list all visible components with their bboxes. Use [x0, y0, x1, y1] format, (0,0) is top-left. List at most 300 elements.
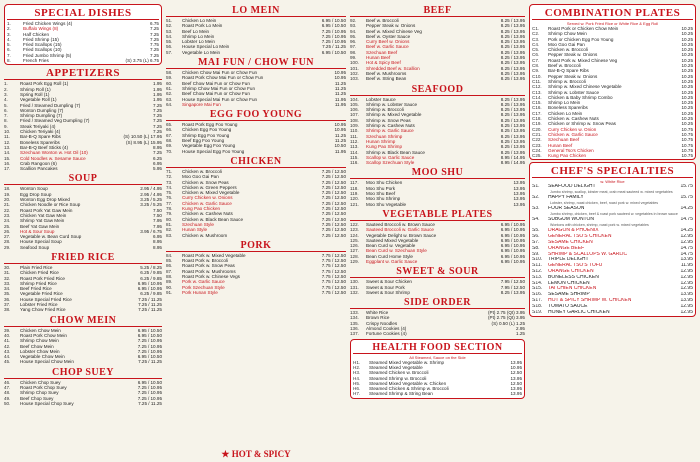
item-number: 72. — [166, 174, 173, 180]
item-name: Hunan Style — [182, 227, 208, 233]
item-name: Boneless Spareribs — [548, 105, 588, 111]
item-price: 3.25 / 5.25 — [140, 197, 162, 203]
item-number: 36. — [4, 296, 11, 302]
item-price: 12.95 — [680, 280, 693, 286]
item-price: 11.25 — [334, 85, 346, 91]
item-number: 37. — [4, 302, 11, 308]
item-price: 10.75 — [681, 153, 693, 159]
item-price: 6.25 / 9.85 — [140, 275, 162, 281]
special-dishes-title: SPECIAL DISHES — [7, 7, 159, 20]
item-name: Shrimp w. Snow Peas — [366, 117, 411, 123]
item-name: Eggplant w. Garlic Sauce — [366, 258, 418, 264]
item-name: Roast Pork w. Mixed Chinese Veg — [548, 57, 618, 63]
item-price: 7.25 — [153, 123, 162, 129]
item-price: 10.95 — [334, 75, 346, 81]
item-price: 2.95 / 4.95 — [140, 186, 162, 192]
item-price: 7.25 / 11.25 — [322, 44, 346, 50]
item-number: 12. — [4, 139, 11, 145]
item-number: S9. — [532, 251, 540, 257]
item-number: 137. — [350, 331, 359, 337]
item-number: 67. — [166, 132, 173, 138]
item-name: Vegetable w. Bean Curd Soup — [20, 234, 82, 240]
item-number: 10. — [4, 129, 11, 135]
item-price: 7.25 / 11.25 — [138, 400, 162, 406]
item-price: 7.25 — [150, 36, 159, 42]
item-price: 13.95 — [510, 359, 522, 365]
item-price: 6.95 / 10.50 — [321, 18, 346, 23]
item-number: 134. — [350, 315, 359, 321]
seafood-section — [350, 84, 525, 166]
item-price: 7.25 — [150, 52, 159, 58]
item-name: Roast Pork Chow Mai Fun or Chow Fun — [182, 75, 264, 81]
item-number: 83. — [166, 232, 173, 238]
soup-title: SOUP — [4, 173, 162, 185]
item-number: 69. — [166, 143, 173, 149]
sweet-sour-title: SWEET & SOUR — [350, 266, 525, 278]
item-price: 7.25 / 10.95 — [137, 343, 162, 349]
item-price: 7.25 / 11.25 — [138, 302, 162, 308]
item-name: Lobster Chow Mein — [20, 348, 60, 354]
chicken-list — [166, 169, 346, 238]
mai-fun-title: MAI FUN / CHOW FUN — [166, 57, 346, 69]
item-price: 8.25 / 13.95 — [500, 65, 525, 71]
item-number: H5. — [353, 380, 361, 386]
item-name: Steamed Shrimp w. Broccoli — [369, 375, 427, 381]
item-number: 106. — [350, 107, 359, 113]
item-price: 7.25 / 10.95 — [137, 395, 162, 401]
special-dishes-list — [7, 21, 159, 63]
item-name: Bar-B-Q Spare Ribs — [20, 134, 61, 140]
item-price: 7.75 / 12.50 — [321, 284, 346, 290]
item-name: General Tso's Chicken — [548, 147, 594, 153]
item-name: Vegetable Chow Mein — [20, 354, 65, 360]
menu-item — [350, 76, 525, 81]
item-price: 8.25 / 13.95 — [500, 117, 525, 123]
item-price: 10.75 — [681, 126, 693, 132]
item-price: 12.95 — [680, 274, 693, 280]
item-name: Shrimp Chow Mein — [20, 338, 59, 344]
item-number: 85. — [166, 258, 173, 264]
menu-item — [4, 359, 162, 364]
item-number: 28. — [4, 239, 11, 245]
chicken-section — [166, 156, 346, 238]
item-number: 6. — [7, 47, 11, 53]
item-price: 10.75 — [681, 142, 693, 148]
item-number: 22. — [4, 207, 11, 213]
item-price: 6.95 / 10.50 — [321, 49, 346, 55]
item-name: Chicken Yat Gaw Mein — [20, 212, 67, 218]
item-price: 10.25 — [681, 26, 693, 31]
chow-mein-title: CHOW MEIN — [4, 315, 162, 327]
item-number: 76. — [166, 195, 173, 201]
item-name: Half Chicken — [23, 31, 50, 37]
item-price: 10.25 — [681, 63, 693, 69]
item-name: Steamed Chicken w. Broccoli — [369, 370, 429, 376]
item-number: 100. — [350, 60, 359, 66]
item-number: H6. — [353, 386, 361, 392]
item-price: 10.25 — [681, 105, 693, 111]
item-name: Wonton Egg Drop Mixed — [20, 197, 70, 203]
item-price: 7.75 — [150, 42, 159, 48]
item-name: Chicken w. Green Peppers — [182, 184, 237, 190]
item-number: 32. — [4, 275, 11, 281]
item-name: Chicken Teriyaki (4) — [20, 129, 61, 135]
item-name: Pepper Steak w. Onions — [548, 73, 598, 79]
item-name: Roast Pork Lo Mein — [182, 23, 223, 29]
item-name: Fried Scallops (10) — [23, 47, 62, 53]
appetizers-list — [4, 81, 162, 171]
column-4 — [529, 4, 696, 458]
item-price: 7.50 — [153, 212, 162, 218]
item-name: Chicken Egg Foo Young — [182, 127, 232, 133]
item-price: 8.25 / 13.95 — [500, 44, 525, 50]
item-name: Beef Chow Mein — [20, 343, 54, 349]
item-number: 38. — [4, 307, 11, 313]
item-price: 11.25 — [334, 132, 346, 138]
item-name: SHRIMP & SCALLOPS W. GARLIC — [548, 251, 628, 257]
moo-shu-title: MOO SHU — [350, 167, 525, 179]
item-number: 54. — [166, 33, 173, 39]
item-price: 6.75 — [150, 21, 159, 26]
menu-item — [350, 331, 525, 336]
item-price: 7.75 / 12.50 — [321, 273, 346, 279]
item-price: 12.50 — [510, 380, 522, 386]
item-price: 10.95 — [510, 364, 522, 370]
item-name: French Fries — [23, 58, 49, 64]
menu-item — [166, 149, 346, 154]
beef-title: BEEF — [350, 5, 525, 17]
chefs-title: CHEF'S SPECIALTIES — [532, 165, 693, 178]
item-number: 8. — [7, 58, 11, 64]
item-price: 13.95 — [510, 375, 522, 381]
item-name: Roast Pork Fried Rice — [20, 275, 65, 281]
item-name: Chicken w. Broccoli — [548, 47, 588, 53]
item-price: 14.75 — [680, 251, 693, 257]
item-number: S11. — [532, 263, 542, 269]
item-name: Lobster Sauce — [366, 96, 396, 102]
item-number: 3. — [4, 91, 8, 97]
item-price: 1.95 — [153, 97, 162, 103]
item-number: 96. — [350, 39, 357, 45]
item-number: C13. — [532, 89, 542, 95]
item-number: 20. — [4, 197, 11, 203]
item-number: 29. — [4, 244, 11, 250]
item-price: 7.75 / 12.50 — [321, 263, 346, 269]
item-number: S4. — [532, 217, 540, 223]
item-name: Beef Chop Suey — [20, 395, 54, 401]
item-number: 41. — [4, 338, 11, 344]
item-number: 104. — [350, 96, 359, 102]
item-price: 7.25 — [153, 129, 162, 135]
item-number: 18. — [4, 186, 11, 192]
item-price: 7.25 — [153, 150, 162, 156]
item-number: 57. — [166, 49, 173, 55]
item-price: 6.95 / 10.95 — [137, 286, 162, 292]
item-name: Beef w. Mixed Chinese Veg — [366, 28, 422, 34]
item-name: Bar-B-Q Spare Ribs — [548, 68, 589, 74]
item-name: Roast Pork w. Mixed Vegetable — [182, 252, 246, 258]
item-number: S12. — [532, 269, 543, 274]
item-name: Beef Egg Foo Young — [182, 138, 225, 144]
column-3 — [350, 4, 525, 458]
item-name: SEAFOOD DELIGHT — [548, 184, 596, 190]
item-price: 15.75 — [680, 184, 693, 190]
item-number: 109. — [350, 123, 359, 129]
item-price: 7.25 / 12.50 — [321, 168, 346, 174]
item-number: 14. — [4, 150, 11, 156]
chop-suey-list — [4, 380, 162, 406]
item-price: 12.50 — [510, 370, 522, 376]
item-name: Hunan Shrimp — [366, 138, 396, 144]
menu-item — [350, 259, 525, 264]
item-price: 13.95 — [680, 297, 693, 303]
item-price: 10.25 — [681, 47, 693, 53]
item-number: 115. — [350, 154, 359, 160]
item-price: 12.95 — [680, 286, 693, 292]
item-price: 10.25 — [681, 94, 693, 100]
item-number: 39. — [4, 327, 11, 333]
item-price: 7.25 / 12.50 — [321, 227, 346, 233]
soup-section — [4, 173, 162, 250]
item-price: 8.95 — [153, 239, 162, 245]
item-name: House Special Chow Mein — [20, 359, 74, 365]
item-number: 122. — [350, 221, 359, 227]
item-name: Fortune Cookies (4) — [366, 331, 407, 337]
menu-item — [4, 401, 162, 406]
item-price: 7.75 / 12.50 — [321, 279, 346, 285]
item-name: Chicken Chow Mai Fun or Chow Fun — [182, 70, 258, 76]
egg-foo-young-section — [166, 109, 346, 154]
item-price: 8.25 / 13.95 — [500, 96, 525, 102]
item-number: 1. — [7, 21, 11, 26]
mai-fun-list — [166, 70, 346, 107]
item-name: Chicken w. Mushroom — [182, 232, 228, 238]
item-name: Chicken Fried Rice — [20, 270, 59, 276]
item-number: 116. — [350, 160, 359, 166]
item-price: 8.25 / 13.95 — [500, 112, 525, 118]
item-number: 13. — [4, 144, 11, 150]
item-number: 91. — [166, 289, 173, 295]
pork-list — [166, 253, 346, 295]
item-name: Chicken & Baby Shrimp Combo — [548, 94, 613, 100]
item-number: 118. — [350, 185, 359, 191]
item-number: 78. — [166, 206, 173, 212]
vegetable-list — [350, 222, 525, 264]
item-name: Bar-B-Q Beef Sticks (4) — [20, 144, 68, 150]
item-number: 108. — [350, 117, 359, 123]
item-price: 11.95 — [334, 101, 346, 107]
appetizers-title: APPETIZERS — [4, 67, 162, 80]
item-number: 99. — [350, 55, 357, 61]
item-name: Pepper Steak w. Onions — [548, 52, 598, 58]
item-name: Sweet & Sour Shrimp — [366, 289, 410, 295]
menu-item — [7, 58, 159, 63]
item-name: Shrimp Yat Gaw Mein — [20, 218, 65, 224]
item-name: Roast Pork Egg Roll (1) — [20, 81, 69, 87]
item-name: Shrimp w. Lobster Sauce — [548, 89, 600, 95]
item-name: Shrimp Chow Mai Fun or Chow Fun — [182, 85, 256, 91]
item-name: GENERAL TSO'S TOFU — [548, 263, 603, 269]
fried-rice-list — [4, 265, 162, 313]
item-price: 6.95 / 10.95 — [500, 243, 525, 249]
vegetable-title: VEGETABLE PLATES — [350, 209, 525, 221]
item-name: HOT & SPICY SHRIMP W. CHICKEN — [548, 297, 632, 303]
item-number: 48. — [4, 390, 11, 396]
menu-item — [166, 102, 346, 107]
item-price: 8.25 / 13.95 — [500, 70, 525, 76]
item-price: 6.95 / 10.95 — [137, 280, 162, 286]
item-number: 102. — [350, 70, 359, 76]
item-number: 27. — [4, 234, 11, 240]
item-price: 2.95 / 4.95 — [140, 191, 162, 197]
item-number: S15. — [532, 286, 543, 292]
item-number: 43. — [4, 348, 11, 354]
item-price: 1.95 — [153, 91, 162, 97]
item-name: Fried / Steamed Dumpling (7) — [20, 102, 81, 108]
item-price: 7.95 — [153, 223, 162, 229]
item-name: House Special Lo Mein — [182, 44, 230, 50]
item-number: S19. — [532, 309, 543, 315]
item-number: 128. — [350, 253, 359, 259]
item-name: Roast Pork w. Broccoli — [182, 258, 228, 264]
item-name: House Special Egg Foo Young — [182, 148, 245, 154]
item-price: 10.25 — [681, 36, 693, 42]
item-price: 7.25 / 12.50 — [321, 190, 346, 196]
item-number: 1. — [4, 81, 8, 87]
item-name: Moo Shu Shrimp — [366, 196, 401, 202]
item-number: 80. — [166, 216, 173, 222]
item-name: Beef Chow Mai Fun or Chow Fun — [182, 80, 250, 86]
item-price: 7.25 — [150, 31, 159, 37]
item-number: C18. — [532, 116, 542, 122]
item-price: 6.95 / 10.95 — [500, 221, 525, 227]
side-order-section — [350, 297, 525, 336]
item-name: Plain Fried Rice — [20, 264, 53, 270]
combination-title: COMBINATION PLATES — [532, 7, 693, 20]
item-number: 74. — [166, 184, 173, 190]
item-price: 7.25 / 12.50 — [321, 206, 346, 212]
menu-item — [166, 50, 346, 55]
item-price: 8.95 / 14.95 — [500, 160, 525, 166]
item-number: 110. — [350, 128, 359, 134]
item-name: Steamed Shrimp & String Bean — [369, 391, 433, 397]
item-price: 7.95 — [153, 218, 162, 224]
item-price: 13.95 — [680, 292, 693, 298]
item-price: 6.95 / 10.50 — [137, 354, 162, 360]
combination-note: Served w. Pork Fried Rice or White Rice & Egg Roll — [566, 21, 659, 26]
item-name: Steamed Mixed Vegetable w. Shrimp — [369, 359, 445, 365]
item-name: Moo Shu Vegetable — [366, 201, 407, 207]
item-name: Shrimp Egg Foo Young — [182, 132, 230, 138]
item-price: 11.95 — [334, 96, 346, 102]
menu-item — [532, 310, 693, 316]
item-number: 42. — [4, 343, 11, 349]
item-price: 10.50 — [334, 143, 346, 149]
item-number: C16. — [532, 105, 542, 111]
item-number: 8. — [4, 118, 8, 124]
item-number: 5. — [4, 102, 8, 108]
item-name: Almond Cookies (4) — [366, 326, 407, 332]
item-name: Sauteed Mixed Vegetable — [366, 237, 419, 243]
item-number: H2. — [353, 364, 361, 370]
beef-list — [350, 18, 525, 82]
item-name: BONELESS CHICKEN — [548, 274, 599, 280]
item-name: SUBGUM WONTON — [548, 217, 595, 223]
item-name: Roast Pork Egg Foo Young — [182, 122, 238, 128]
item-name: Vegetable Egg Foo Young — [182, 143, 236, 149]
item-name: Shrimp Roll (1) — [20, 86, 51, 92]
side-order-title: SIDE ORDER — [350, 297, 525, 309]
item-number: 119. — [350, 191, 359, 197]
item-number: 58. — [166, 70, 173, 76]
item-number: 4. — [7, 36, 11, 42]
item-name: Roast Pork Yat Gaw Mein — [20, 207, 73, 213]
item-number: 9. — [4, 123, 8, 129]
item-number: 59. — [166, 75, 173, 81]
chop-suey-section — [4, 367, 162, 406]
item-name: Moo Shu Pork — [366, 185, 396, 191]
item-price: 11.25 — [334, 91, 346, 97]
item-price: 7.25 / 10.95 — [137, 338, 162, 344]
item-price: 14.25 — [680, 228, 693, 234]
chow-mein-list — [4, 328, 162, 365]
item-name: HAPPY FAMILY — [548, 195, 584, 201]
item-name: Steamed Mixed Vegetable w. Chicken — [369, 380, 447, 386]
item-name: Bean Curd w. Szechuan Style — [366, 248, 427, 254]
item-price: 6.95 / 10.50 — [137, 379, 162, 385]
item-price: 12.95 — [680, 240, 693, 246]
item-number: H3. — [353, 370, 361, 376]
item-number: 40. — [4, 332, 11, 338]
item-price: 10.75 — [681, 147, 693, 153]
item-price: 7.75 / 12.50 — [321, 252, 346, 258]
item-name: Beef Chow Mai Fun or Chow Fun — [182, 91, 250, 97]
item-number: C9. — [532, 68, 540, 74]
sweet-sour-section — [350, 266, 525, 295]
item-number: 60. — [166, 80, 173, 86]
pork-title: PORK — [166, 240, 346, 252]
item-name: DRAGON & PHOENIX — [548, 228, 599, 234]
item-name: Shrimp w. Mixed Vegetable — [366, 112, 422, 118]
item-number: 101. — [350, 65, 359, 71]
item-price: 13.95 — [513, 191, 525, 197]
chefs-list — [532, 184, 693, 315]
item-name: Roast Pork Chow Mein — [20, 332, 67, 338]
item-price: 7.25 / 11.25 — [138, 307, 162, 313]
item-price: 6.95 — [153, 160, 162, 166]
item-name: Fried Shrimp (15) — [23, 36, 59, 42]
item-number: 129. — [350, 258, 359, 264]
item-number: C24. — [532, 147, 542, 153]
item-number: C6. — [532, 52, 540, 58]
item-price: 7.25 / 12.50 — [321, 174, 346, 180]
item-number: 86. — [166, 263, 173, 269]
item-price: 7.25 / 11.25 — [138, 296, 162, 302]
item-price: 8.25 / 13.95 — [500, 18, 525, 23]
item-price: 12.95 — [680, 303, 693, 309]
item-price: 8.25 / 13.95 — [500, 123, 525, 129]
item-name: Chicken w. Garlic Sauce — [182, 200, 232, 206]
item-number: 26. — [4, 228, 11, 234]
item-name: Shrimp w. Mixed Chinese Vegetable — [548, 84, 622, 90]
item-number: 135. — [350, 320, 359, 326]
item-number: 35. — [4, 291, 11, 297]
item-name: Hot & Sour Soup — [20, 228, 55, 234]
item-number: 68. — [166, 138, 173, 144]
item-number: 98. — [350, 49, 357, 55]
item-price: 6.95 — [153, 234, 162, 240]
item-name: Chicken w. Cashew Nuts — [182, 211, 233, 217]
